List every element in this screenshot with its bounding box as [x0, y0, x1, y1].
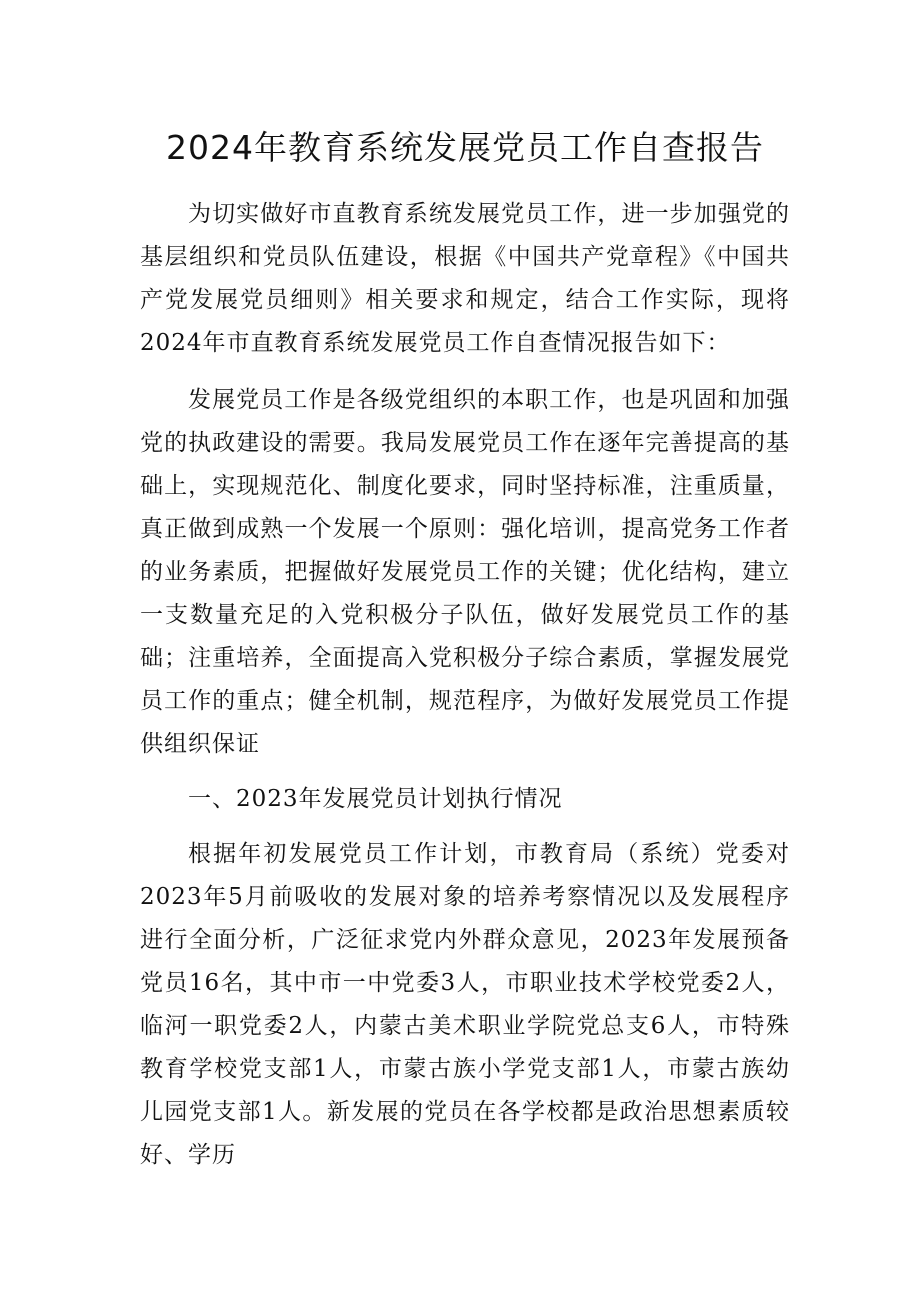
overview-paragraph: 发展党员工作是各级党组织的本职工作，也是巩固和加强党的执政建设的需要。我局发展党员工作在逐年完善提高的基础上，实现规范化、制度化要求，同时坚持标准，注重质量，真正做到成熟一个发展一个原则：强化培训，提高党务工作者的业务素质，把握做好发展党员工作的关键；优化结构，建立一支数量充足的入党积极分子队伍，做好发展党员工作的基础；注重培养，全面提高入党积极分子综合素质，掌握发展党员工作的重点；健全机制，规范程序，为做好发展党员工作提供组织保证 — [140, 387, 790, 757]
section-paragraph: 根据年初发展党员工作计划，市教育局（系统）党委对2023年5月前吸收的发展对象的培养考察情况以及发展程序进行全面分析，广泛征求党内外群众意见，2023年发展预备党员16名，其中市一中党委3人，市职业技术学校党委2人，临河一职党委2人，内蒙古美术职业学院党总支6人，市特殊教育学校党支部1人，市蒙古族小学党支部1人，市蒙古族幼儿园党支部1人。新发展的党员在各学校都是政治思想素质较好、学历 — [140, 841, 790, 1168]
document-body — [140, 193, 790, 1177]
intro-paragraph: 为切实做好市直教育系统发展党员工作，进一步加强党的基层组织和党员队伍建设，根据《中国共产党章程》《中国共产党发展党员细则》相关要求和规定，结合工作实际，现将2024年市直教育系统发展党员工作自查情况报告如下： — [140, 201, 790, 356]
document-title: 2024年教育系统发展党员工作自查报告 — [166, 128, 764, 167]
section-heading: 一、2023年发展党员计划执行情况 — [188, 786, 563, 812]
